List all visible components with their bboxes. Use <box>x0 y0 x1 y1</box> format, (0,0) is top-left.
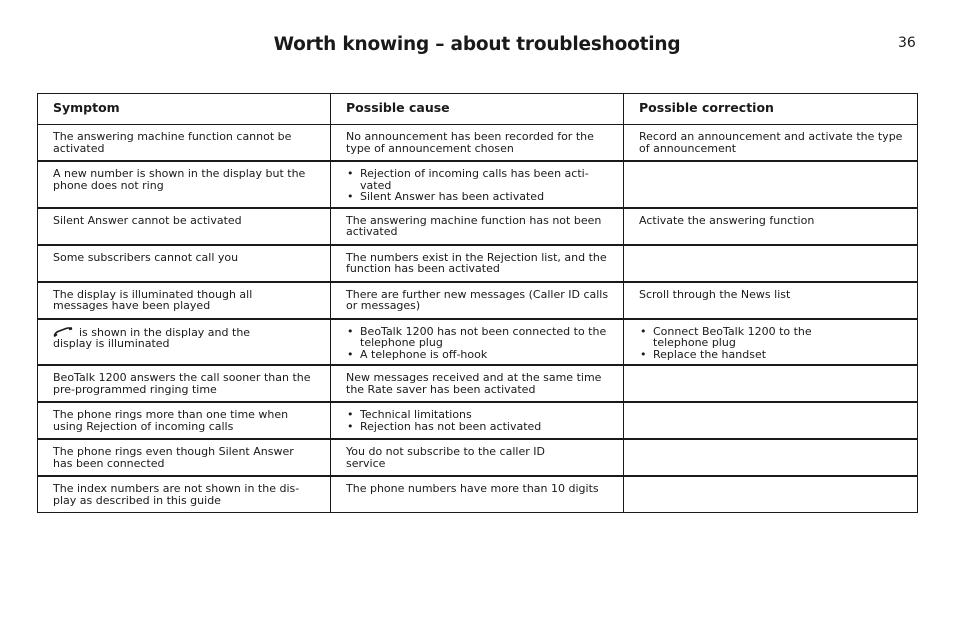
list-item <box>346 409 613 421</box>
table-row <box>38 439 918 476</box>
list-item <box>639 326 907 349</box>
correction-cell <box>624 282 918 319</box>
symptom-cell <box>38 245 331 282</box>
cell-line: • Connect BeoTalk 1200 to the <box>653 324 812 338</box>
cell-line: vated <box>360 178 392 192</box>
table-row <box>38 208 918 245</box>
page-title: Worth knowing – about troubleshooting <box>273 34 681 55</box>
cause-cell <box>331 402 624 439</box>
cell-line: using Rejection of incoming calls <box>53 419 234 433</box>
header-possible-correction: Possible correction <box>624 94 918 125</box>
cause-cell <box>331 282 624 319</box>
header-possible-cause: Possible cause <box>331 94 624 125</box>
symptom-cell <box>38 365 331 402</box>
list-item <box>346 421 613 433</box>
list-item <box>346 168 613 191</box>
cell-line: • Replace the handset <box>653 347 767 361</box>
cell-line: phone does not ring <box>53 178 164 192</box>
telephone-handset-icon <box>53 326 73 337</box>
cell-line: The numbers exist in the Rejection list, and the <box>346 250 607 264</box>
cause-cell <box>331 125 624 162</box>
cell-line: telephone plug <box>360 336 443 349</box>
cell-line: The answering machine function has not been <box>346 213 602 227</box>
table-row <box>38 282 918 319</box>
cell-line: The answering machine function cannot be <box>53 130 292 143</box>
correction-cell <box>624 125 918 162</box>
cell-line: • BeoTalk 1200 has not been connected to the <box>360 324 607 338</box>
cell-line: A new number is shown in the display but the <box>53 167 306 180</box>
cause-cell <box>331 319 624 366</box>
header-symptom: Symptom <box>38 94 331 125</box>
cause-cell <box>331 365 624 402</box>
cell-line: You do not subscribe to the caller ID <box>346 445 545 458</box>
table-header-row <box>38 94 918 125</box>
troubleshooting-table <box>37 93 918 513</box>
cell-line: telephone plug <box>653 336 736 349</box>
symptom-cell <box>38 208 331 245</box>
symptom-cell <box>38 439 331 476</box>
correction-bullet-list <box>639 326 907 361</box>
cell-line: The phone rings more than one time when <box>53 408 289 421</box>
correction-cell <box>624 319 918 366</box>
symptom-cell <box>38 476 331 513</box>
cell-text: is shown in the display and the <box>79 325 251 339</box>
symptom-cell <box>38 282 331 319</box>
cell-line: type of announcement chosen <box>346 141 514 155</box>
cell-line: The index numbers are not shown in the dis- <box>53 482 300 495</box>
cell-line: messages have been played <box>53 299 211 312</box>
table-row <box>38 476 918 513</box>
table-row <box>38 319 918 366</box>
cell-line: of announcement <box>639 141 737 155</box>
cell-line: Some subscribers cannot call you <box>53 250 239 264</box>
cell-line: service <box>346 456 386 470</box>
cause-bullet-list <box>346 168 613 203</box>
cell-line: pre-programmed ringing time <box>53 382 217 396</box>
cell-line: display is illuminated <box>53 337 170 350</box>
correction-cell <box>624 365 918 402</box>
cell-line: play as described in this guide <box>53 493 221 507</box>
cell-line: New messages received and at the same time <box>346 371 602 384</box>
cause-cell <box>331 476 624 513</box>
symptom-cell <box>38 402 331 439</box>
symptom-cell <box>38 125 331 162</box>
cell-line: has been connected <box>53 456 165 470</box>
list-item <box>346 191 613 203</box>
symptom-cell <box>38 319 331 366</box>
list-item <box>346 326 613 349</box>
cell-line: • Rejection of incoming calls has been acti- <box>360 167 589 180</box>
correction-cell <box>624 161 918 208</box>
list-item <box>639 349 907 361</box>
cell-line: No announcement has been recorded for the <box>346 130 594 143</box>
cause-cell <box>331 245 624 282</box>
correction-cell <box>624 245 918 282</box>
cell-line: Activate the answering function <box>639 213 815 227</box>
cell-line: Scroll through the News list <box>639 287 791 301</box>
cell-line: BeoTalk 1200 answers the call sooner than the <box>53 371 311 384</box>
correction-cell <box>624 439 918 476</box>
cell-line: The phone rings even though Silent Answer <box>53 445 294 458</box>
correction-cell <box>624 208 918 245</box>
table-row <box>38 245 918 282</box>
cell-line: Record an announcement and activate the type <box>639 130 903 143</box>
table-body <box>38 125 918 513</box>
table-row <box>38 161 918 208</box>
table-row <box>38 125 918 162</box>
correction-cell <box>624 476 918 513</box>
cause-cell <box>331 439 624 476</box>
cause-cell <box>331 208 624 245</box>
page-number: 36 <box>898 35 916 51</box>
cell-line: • Silent Answer has been activated <box>360 190 545 203</box>
table-row <box>38 402 918 439</box>
cell-line: • Rejection has not been activated <box>360 419 542 433</box>
cell-line: The display is illuminated though all <box>53 287 253 301</box>
cell-line: activated <box>53 141 105 155</box>
correction-cell <box>624 402 918 439</box>
cell-line: the Rate saver has been activated <box>346 382 536 396</box>
cause-bullet-list <box>346 409 613 432</box>
cell-line: Silent Answer cannot be activated <box>53 213 242 227</box>
list-item <box>346 349 613 361</box>
cell-line: • Technical limitations <box>360 408 472 421</box>
cell-line: function has been activated <box>346 262 500 275</box>
table-row <box>38 365 918 402</box>
symptom-cell <box>38 161 331 208</box>
cell-line: There are further new messages (Caller ID calls <box>346 287 609 301</box>
cell-line: The phone numbers have more than 10 digits <box>346 482 599 495</box>
cell-line: • A telephone is off-hook <box>360 347 488 361</box>
table-header <box>38 94 918 125</box>
cell-line: or messages) <box>346 299 421 312</box>
cause-bullet-list <box>346 326 613 361</box>
cause-cell <box>331 161 624 208</box>
cell-line: activated <box>346 225 398 238</box>
